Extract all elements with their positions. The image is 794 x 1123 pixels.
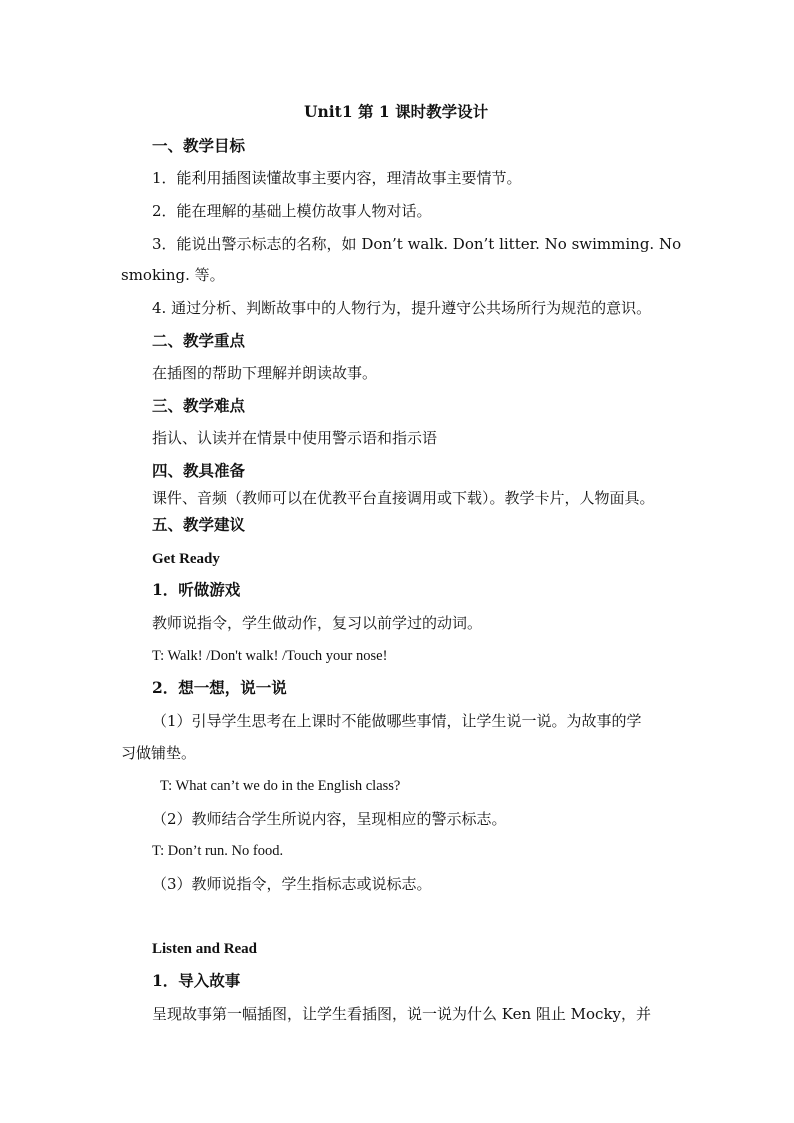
- goal-item-3: 3．能说出警示标志的名称，如 Don’t walk. Don’t litter. No swimming. No: [152, 235, 682, 253]
- get-ready-label: Get Ready: [152, 551, 220, 567]
- get-ready-step2-paragraph1: （1）引导学生思考在上课时不能做哪些事情，让学生说一说。为故事的学: [152, 712, 642, 730]
- materials-text: 课件、音频（教师可以在优教平台直接调用或下载）。教学卡片，人物面具。: [152, 489, 655, 507]
- goal-item-1: 1．能利用插图读懂故事主要内容，理清故事主要情节。: [152, 169, 522, 187]
- listen-and-read-step1-heading: 1．导入故事: [152, 971, 241, 990]
- section-heading-difficulties: 三、教学难点: [152, 396, 246, 415]
- document-title: Unit1 第 1 课时教学设计: [304, 102, 489, 121]
- get-ready-step1-example: T: Walk! /Don't walk! /Touch your nose!: [152, 648, 388, 664]
- section-heading-key-points: 二、教学重点: [152, 331, 246, 350]
- get-ready-step2-paragraph2: （2）教师结合学生所说内容，呈现相应的警示标志。: [152, 810, 507, 828]
- goal-item-2: 2．能在理解的基础上模仿故事人物对话。: [152, 202, 432, 220]
- section-heading-goals: 一、教学目标: [152, 136, 246, 155]
- get-ready-step2-heading: 2．想一想，说一说: [152, 678, 287, 697]
- listen-and-read-label: Listen and Read: [152, 941, 258, 957]
- goal-item-4: 4. 通过分析、判断故事中的人物行为，提升遵守公共场所行为规范的意识。: [152, 299, 652, 317]
- get-ready-step2-example2: T: Don’t run. No food.: [152, 843, 284, 859]
- section-heading-suggestions: 五、教学建议: [152, 515, 246, 534]
- get-ready-step2-example1: T: What can’t we do in the English class?: [160, 778, 401, 794]
- section-heading-materials: 四、教具准备: [152, 461, 246, 480]
- difficulties-text: 指认、认读并在情景中使用警示语和指示语: [152, 429, 438, 447]
- key-points-text: 在插图的帮助下理解并朗读故事。: [152, 364, 378, 382]
- listen-and-read-step1-text: 呈现故事第一幅插图，让学生看插图，说一说为什么 Ken 阻止 Mocky，并: [152, 1005, 652, 1023]
- goal-item-3-continued: smoking. 等。: [121, 266, 225, 284]
- get-ready-step1-text: 教师说指令，学生做动作，复习以前学过的动词。: [152, 614, 483, 632]
- get-ready-step2-paragraph1-continued: 习做铺垫。: [121, 744, 197, 762]
- get-ready-step1-heading: 1．听做游戏: [152, 580, 241, 599]
- get-ready-step2-paragraph3: （3）教师说指令，学生指标志或说标志。: [152, 875, 432, 893]
